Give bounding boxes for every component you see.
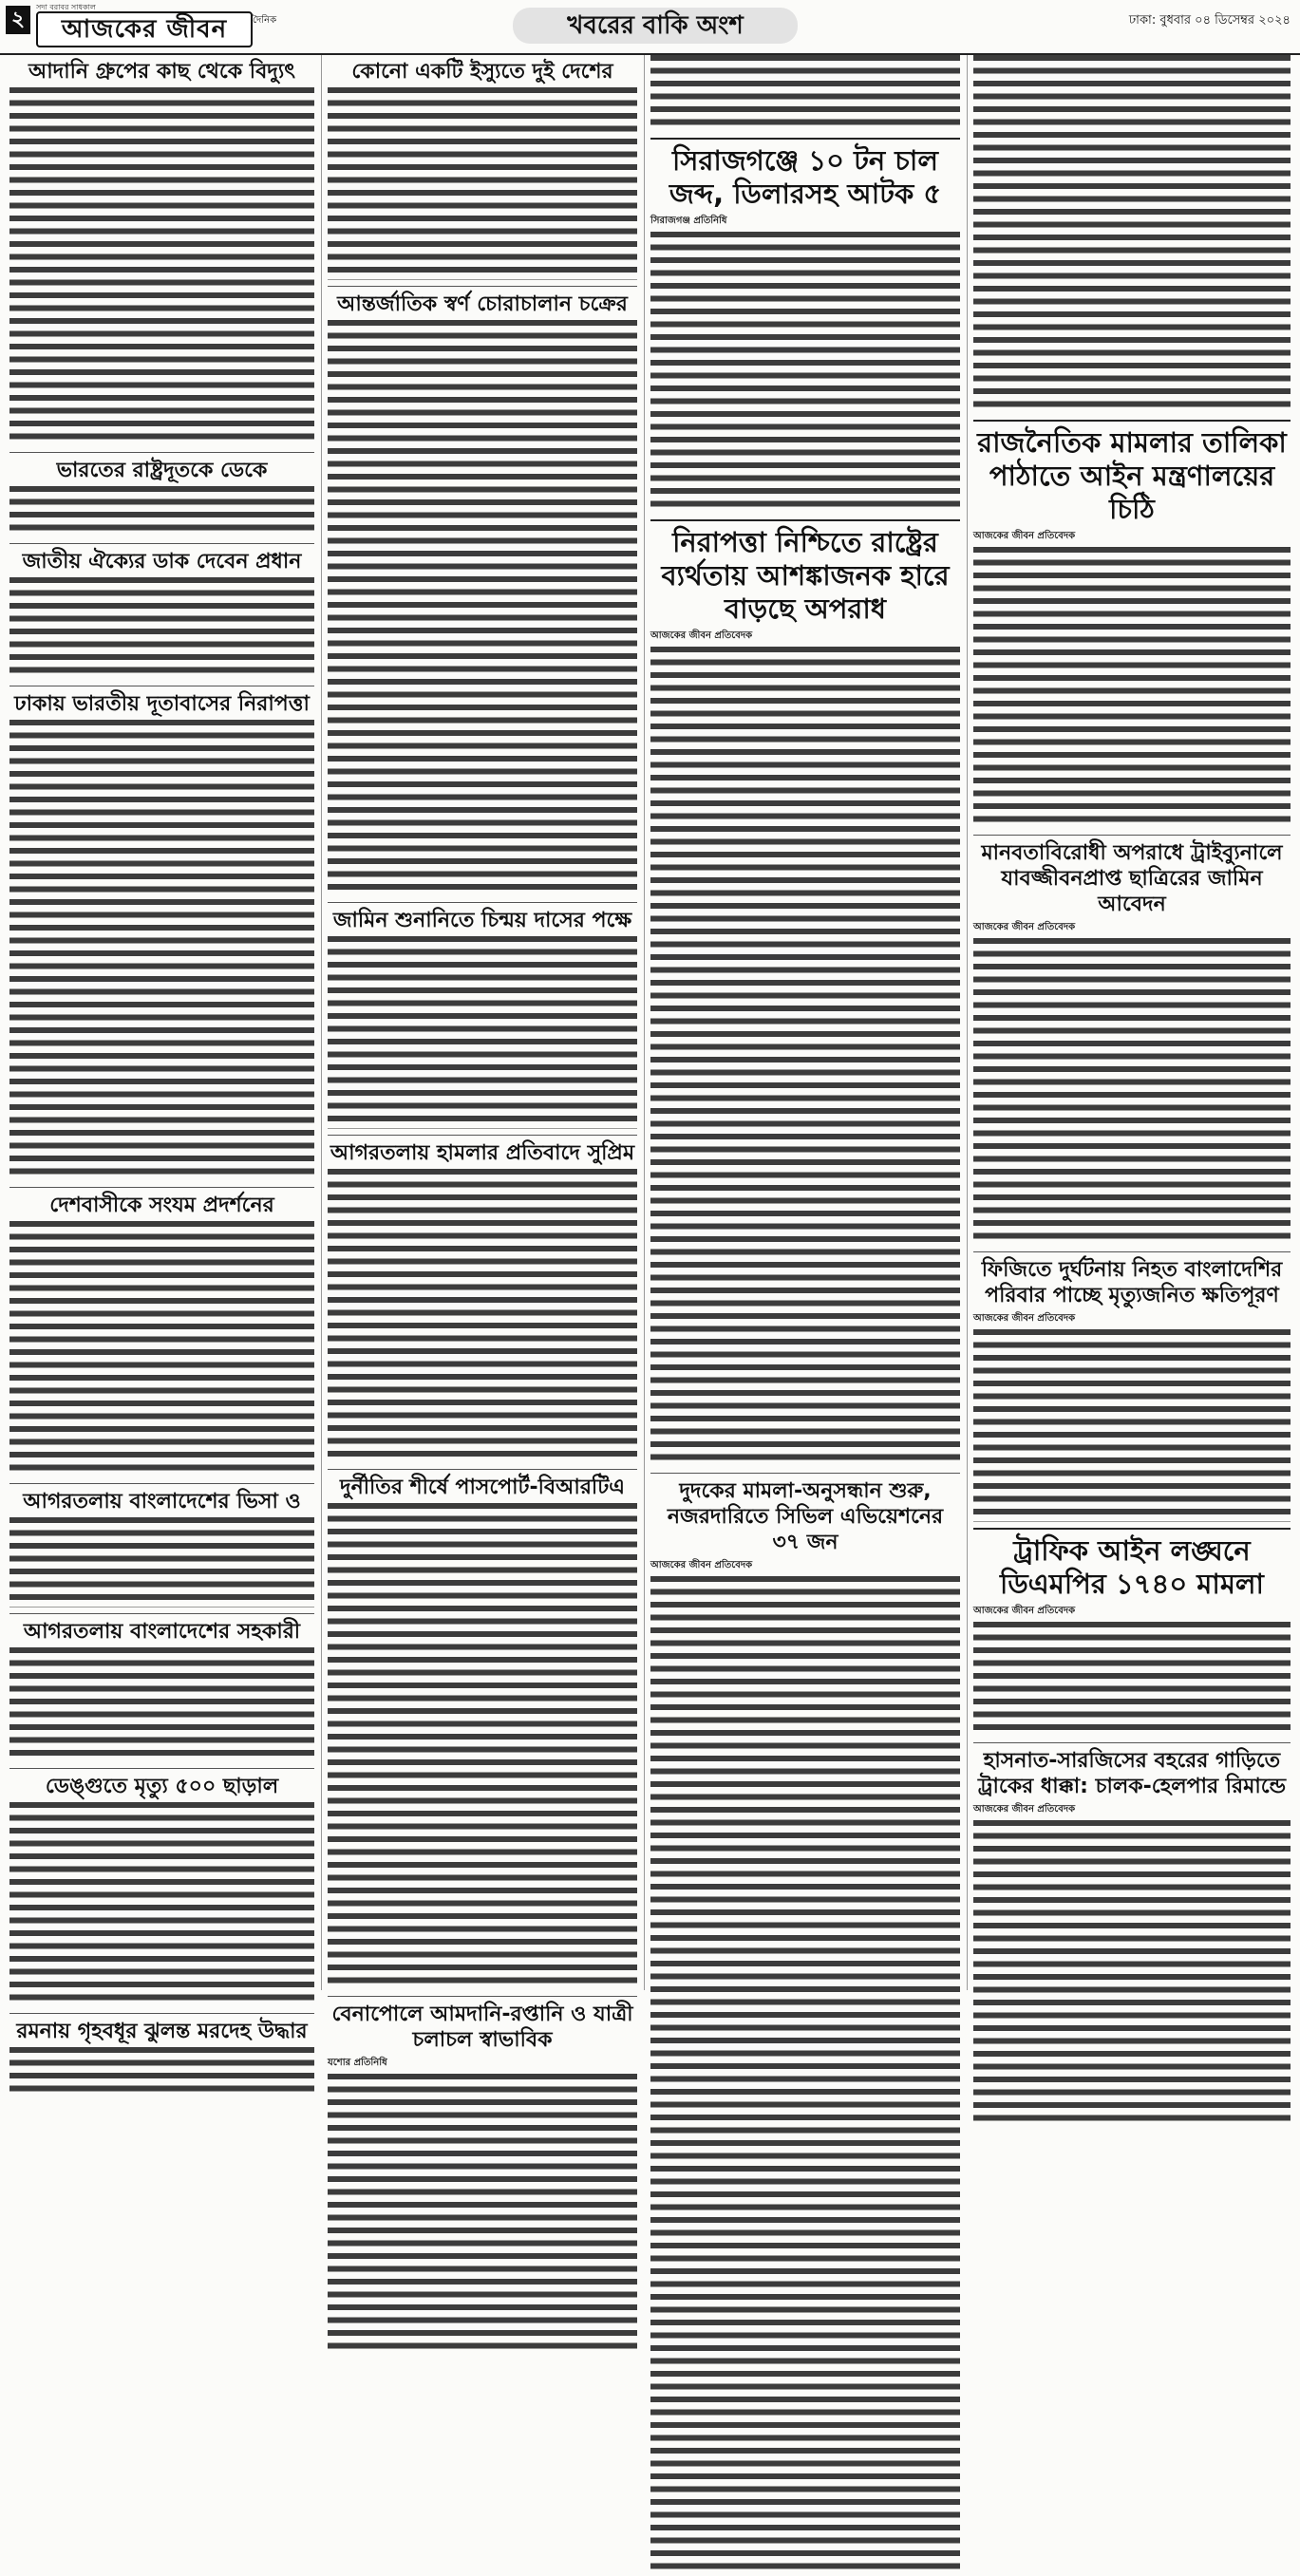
article-divider: [9, 452, 314, 453]
article: [650, 1473, 960, 2576]
article-headline: রমনায় গৃহবধূর ঝুলন্ত মরদেহ উদ্ধার: [16, 2020, 308, 2043]
article-body: [9, 87, 314, 446]
article-divider: [328, 1469, 637, 1470]
article-headline: ফিজিতে দুর্ঘটনায় নিহত বাংলাদেশির পরিবার পাচ্ছে মৃত্যুজনিত ক্ষতিপূরণ: [981, 1258, 1283, 1307]
article-body: [328, 320, 637, 897]
article-headline: হাসনাত-সারজিসের বহরের গাড়িতে ট্রাকের ধাক্কা: চালক-হেলপার রিমান্ডে: [977, 1749, 1287, 1798]
article-divider: [9, 1768, 314, 1769]
article-divider: [650, 519, 960, 521]
article: [328, 1135, 637, 1464]
article: [328, 1996, 637, 2356]
article: [973, 1742, 1291, 2128]
article-divider: [973, 420, 1291, 422]
article-headline: দেশবাসীকে সংযম প্রদর্শনের: [49, 1194, 274, 1217]
article: [973, 835, 1291, 1246]
article: [973, 420, 1291, 829]
dateline: ঢাকা: বুধবার ০৪ ডিসেম্বর ২০২৪: [1128, 13, 1291, 28]
article-body: [650, 647, 960, 1467]
article-body: [973, 55, 1291, 414]
article: [9, 452, 314, 537]
article-body: [9, 1802, 314, 2007]
article-body: [650, 1576, 960, 2576]
article-divider: [9, 1187, 314, 1188]
column-3: [647, 55, 964, 1990]
article-divider: [973, 1742, 1291, 1743]
article: [650, 519, 960, 1467]
article-headline: আগরতলায় বাংলাদেশের ভিসা ও: [23, 1490, 301, 1514]
article: [9, 1613, 314, 1763]
article: [328, 1469, 637, 1990]
article: [650, 138, 960, 514]
newspaper-logo: আজকের জীবন: [36, 11, 253, 47]
article-headline: আগরতলায় বাংলাদেশের সহকারী: [23, 1619, 301, 1644]
article-body: [9, 2047, 314, 2098]
article: [328, 902, 637, 1129]
masthead: [0, 0, 1300, 55]
article: [9, 686, 314, 1181]
article-headline: মানবতাবিরোধী অপরাধে ট্রাইব্যুনালে যাবজ্জীবনপ্রাপ্ত ছাত্রিরের জামিন আবেদন: [981, 841, 1283, 916]
article: [973, 55, 1291, 414]
article-byline: আজকের জীবন প্রতিবেদক: [973, 922, 1076, 932]
article-headline: রাজনৈতিক মামলার তালিকা পাঠাতে আইন মন্ত্রণালয়ের চিঠি: [977, 426, 1287, 525]
article-headline: বেনাপোলে আমদানি-রপ্তানি ও যাত্রী চলাচল স্বাভাবিক: [331, 2003, 633, 2052]
column-2: [324, 55, 641, 2068]
article-headline: ভারতের রাষ্ট্রদূতকে ডেকে: [56, 459, 268, 482]
masthead-tagline: সদা বরাবর সাধকাল: [36, 3, 96, 11]
article-divider: [328, 1996, 637, 1997]
article-headline: জাতীয় ঐক্যের ডাক দেবেন প্রধান: [22, 550, 302, 573]
column-1: [6, 55, 318, 2043]
article-byline: আজকের জীবন প্রতিবেদক: [973, 1313, 1076, 1324]
article-divider: [328, 902, 637, 903]
column-rule: [644, 55, 645, 1990]
article-headline: আন্তর্জাতিক স্বর্ণ চোরাচালান চক্রের: [337, 291, 628, 316]
article-byline: আজকের জীবন প্রতিবেদক: [973, 1605, 1076, 1616]
article-body: [328, 1503, 637, 1990]
article-body: [328, 2074, 637, 2356]
article-byline: আজকের জীবন প্রতিবেদক: [650, 630, 753, 641]
article-headline: দুর্নীতির শীর্ষে পাসপোর্ট-বিআরটিএ: [340, 1476, 625, 1499]
article-divider: [328, 1135, 637, 1136]
article: [328, 59, 637, 280]
column-rule: [967, 55, 968, 1990]
article-byline: আজকের জীবন প্রতিবেদক: [973, 531, 1076, 541]
article-body: [9, 1517, 314, 1608]
section-title: খবরের বাকি অংশ: [513, 8, 798, 44]
column-4: [970, 55, 1294, 1990]
article-divider: [328, 286, 637, 287]
article-body: [9, 1647, 314, 1763]
article-headline: নিরাপত্তা নিশ্চিতে রাষ্ট্রের ব্যর্থতায় আশঙ্কাজনক হারে বাড়ছে অপরাধ: [661, 526, 950, 625]
article-body: [973, 1622, 1291, 1738]
article-headline: আগরতলায় হামলার প্রতিবাদে সুপ্রিম: [330, 1140, 635, 1165]
article-headline: জামিন শুনানিতে চিন্ময় দাসের পক্ষে: [332, 909, 632, 932]
article-body: [973, 938, 1291, 1246]
article-body: [973, 547, 1291, 829]
article-divider: [973, 835, 1291, 836]
article-byline: আজকের জীবন প্রতিবেদক: [973, 1804, 1076, 1814]
article-byline: আজকের জীবন প্রতিবেদক: [650, 1560, 753, 1570]
article-body: [9, 486, 314, 537]
article-headline: দুদকের মামলা-অনুসন্ধান শুরু, নজরদারিতে সিভিল এভিয়েশনের ৩৭ জন: [667, 1479, 944, 1554]
article: [9, 543, 314, 680]
article-divider: [973, 1251, 1291, 1252]
article-headline: আদানি গ্রুপের কাছ থেকে বিদ্যুৎ: [28, 60, 296, 84]
article-body: [650, 55, 960, 132]
article-body: [973, 1820, 1291, 2128]
article-headline: ডেঙ্গুতে মৃত্যু ৫০০ ছাড়াল: [45, 1775, 279, 1798]
article-divider: [9, 1613, 314, 1614]
article-body: [9, 577, 314, 680]
article: [9, 1483, 314, 1608]
article-divider: [9, 2013, 314, 2014]
article-headline: সিরাজগঞ্জে ১০ টন চাল জব্দ, ডিলারসহ আটক ৫: [669, 144, 942, 210]
article-body: [973, 1329, 1291, 1522]
article-body: [9, 720, 314, 1181]
article-body: [650, 232, 960, 514]
article: [9, 1187, 314, 1477]
article-byline: যশোর প্রতিনিধি: [328, 2058, 387, 2068]
article-divider: [9, 1483, 314, 1484]
article-body: [328, 1169, 637, 1464]
article: [9, 2013, 314, 2098]
article: [973, 1251, 1291, 1522]
article-headline: কোনো একটি ইস্যুতে দুই দেশের: [351, 60, 613, 84]
article-headline: ট্রাফিক আইন লঙ্ঘনে ডিএমপির ১৭৪০ মামলা: [1000, 1533, 1264, 1600]
logo-suffix: দৈনিক: [253, 15, 277, 26]
article: [328, 286, 637, 897]
article-body: [328, 87, 637, 280]
article-divider: [9, 543, 314, 544]
article-byline: সিরাজগঞ্জ প্রতিনিধি: [650, 216, 727, 226]
article: [9, 59, 314, 446]
article-divider: [650, 138, 960, 140]
article: [650, 55, 960, 132]
article: [9, 1768, 314, 2007]
article: [973, 1528, 1291, 1738]
article-divider: [973, 1528, 1291, 1530]
page-number: ২: [6, 6, 30, 34]
article-body: [9, 1221, 314, 1477]
article-divider: [650, 1473, 960, 1474]
article-body: [328, 936, 637, 1129]
column-rule: [321, 55, 322, 1990]
article-headline: ঢাকায় ভারতীয় দূতাবাসের নিরাপত্তা: [14, 692, 310, 716]
